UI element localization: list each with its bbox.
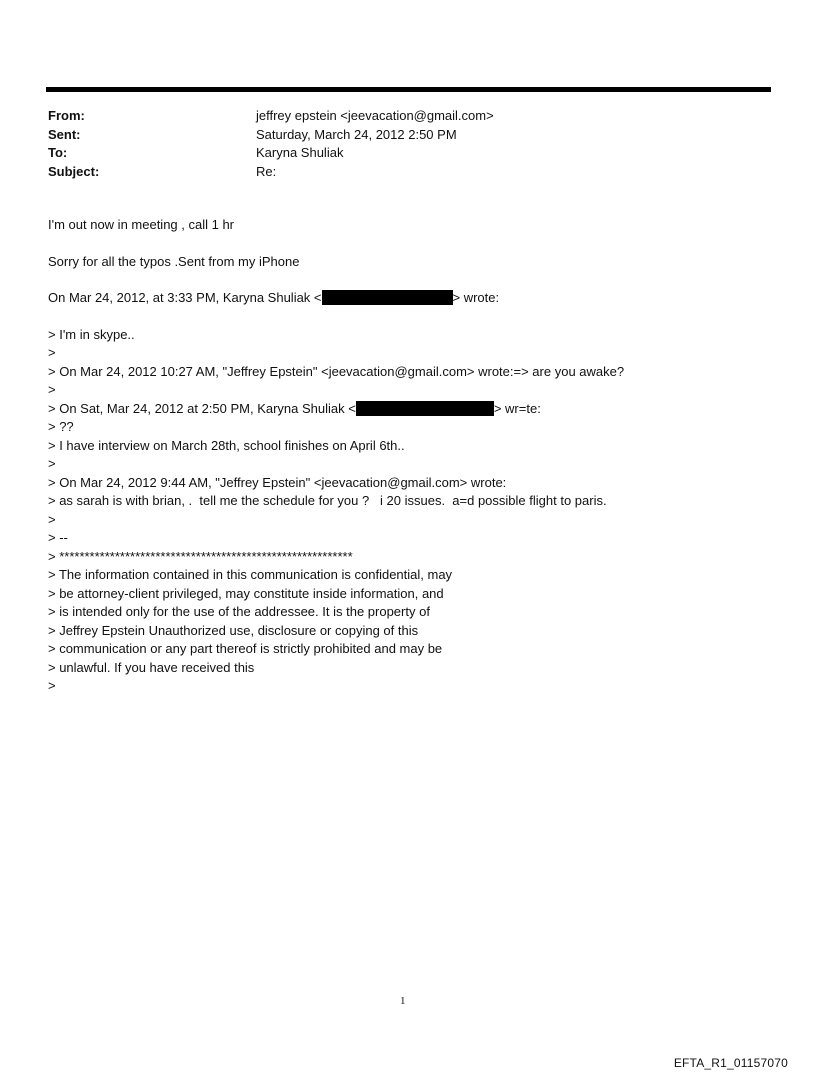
- page-number: 1: [400, 995, 406, 1007]
- to-label: To:: [48, 145, 68, 160]
- quote-intro-suffix: > wrote:: [452, 290, 500, 305]
- quoted-line: > I have interview on March 28th, school finishes on April 6th..: [48, 437, 405, 453]
- quoted-line: >: [48, 382, 56, 397]
- quoted-line: > Jeffrey Epstein Unauthorized use, disclosure or copying of this: [48, 622, 419, 638]
- quoted-line: >: [48, 345, 56, 360]
- redaction-box: [356, 401, 494, 416]
- quoted-line: > On Mar 24, 2012 9:44 AM, "Jeffrey Epstein" <jeevacation@gmail.com> wrote:: [48, 474, 507, 490]
- quote-intro: [48, 289, 624, 308]
- to-value: Karyna Shuliak: [256, 145, 344, 160]
- quoted-text: > On Sat, Mar 24, 2012 at 2:50 PM, Karyna Shuliak <: [48, 400, 356, 416]
- body-line: I'm out now in meeting , call 1 hr: [48, 217, 235, 232]
- header-rule: [46, 87, 771, 92]
- quote-intro-text: On Mar 24, 2012, at 3:33 PM, Karyna Shuliak <: [48, 290, 322, 305]
- from-label: From:: [48, 108, 85, 123]
- quoted-line: > I'm in skype..: [48, 326, 135, 342]
- quoted-line: > ??: [48, 419, 74, 434]
- from-value: jeffrey epstein <jeevacation@gmail.com>: [256, 108, 494, 123]
- quoted-line: > The information contained in this communication is confidential, may: [48, 567, 453, 582]
- sent-value: Saturday, March 24, 2012 2:50 PM: [256, 126, 457, 142]
- redaction-box: [322, 290, 453, 305]
- subject-label: Subject:: [48, 163, 100, 179]
- quoted-line: > communication or any part thereof is strictly prohibited and may be: [48, 641, 443, 656]
- quoted-line: > be attorney-client privileged, may constitute inside information, and: [48, 585, 444, 601]
- from-row: [48, 107, 494, 126]
- quoted-line: [48, 400, 624, 419]
- quoted-line: > as sarah is with brian, . tell me the schedule for you ? i 20 issues. a=d possible flight to paris.: [48, 493, 607, 508]
- sent-row: [48, 126, 494, 145]
- quoted-line: >: [48, 511, 56, 527]
- subject-row: [48, 163, 494, 182]
- quoted-line: > is intended only for the use of the addressee. It is the property of: [48, 604, 430, 619]
- quoted-line: > On Mar 24, 2012 10:27 AM, "Jeffrey Epstein" <jeevacation@gmail.com> wrote:=> are you awake?: [48, 363, 625, 379]
- quoted-line: >: [48, 456, 56, 471]
- quoted-text-suffix: > wr=te:: [493, 400, 541, 416]
- quoted-line: >: [48, 678, 56, 693]
- to-row: [48, 144, 494, 163]
- email-header: [48, 107, 494, 181]
- email-body: [48, 216, 624, 696]
- quoted-line: > unlawful. If you have received this: [48, 659, 255, 675]
- document-id: EFTA_R1_01157070: [673, 1056, 788, 1070]
- sent-label: Sent:: [48, 126, 81, 142]
- quoted-line: > --: [48, 530, 68, 545]
- body-line: Sorry for all the typos .Sent from my iPhone: [48, 253, 300, 269]
- subject-value: Re:: [256, 163, 277, 179]
- quoted-line: > **********************************************************: [48, 548, 353, 564]
